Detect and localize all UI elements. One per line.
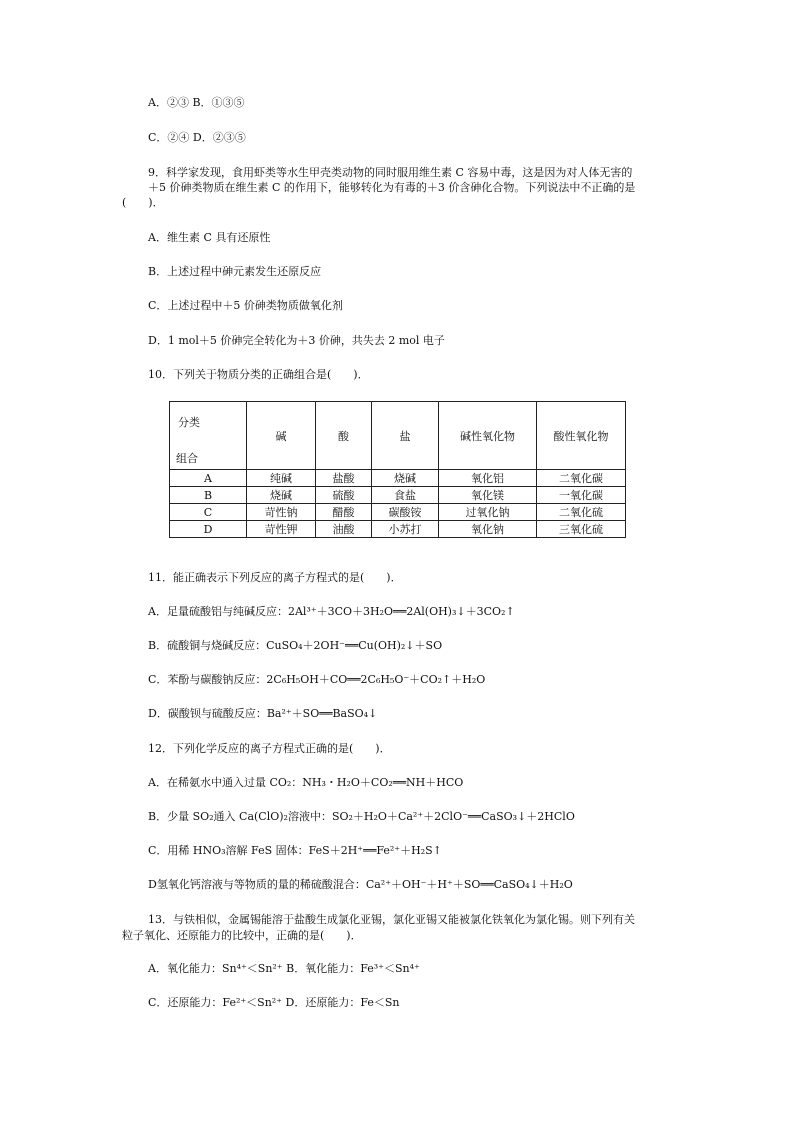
table-cell: D: [170, 521, 247, 538]
options-line: A．②③ B．①③⑤: [148, 96, 245, 109]
header-bottom-label: 组合: [176, 452, 198, 465]
table-header-row: [170, 402, 626, 470]
table-cell: 一氧化碳: [537, 487, 626, 504]
option-d: D．1 mol＋5 价砷完全转化为＋3 价砷，共失去 2 mol 电子: [148, 334, 445, 347]
table-cell: 氧化镁: [439, 487, 537, 504]
table-cell: B: [170, 487, 247, 504]
table-cell: 苛性钾: [247, 521, 316, 538]
question-10-stem: 10．下列关于物质分类的正确组合是( )．: [148, 368, 369, 381]
table-cell: 碳酸铵: [372, 504, 439, 521]
table-cell: 纯碱: [247, 470, 316, 487]
table-cell: 氧化钠: [439, 521, 537, 538]
options-line: C．②④ D．②③⑤: [148, 131, 246, 144]
table-header-cell: 酸: [316, 402, 372, 470]
table-cell: 醋酸: [316, 504, 372, 521]
table-cell: 油酸: [316, 521, 372, 538]
table-header-cell: 酸性氧化物: [537, 402, 626, 470]
table-header-cell: 盐: [372, 402, 439, 470]
option-b: B．上述过程中砷元素发生还原反应: [148, 265, 322, 278]
option-c: C．苯酚与碳酸钠反应：2C₆H₅OH＋CO══2C₆H₅O⁻＋CO₂↑＋H₂O: [148, 673, 486, 686]
option-a: A．在稀氨水中通入过量 CO₂：NH₃・H₂O＋CO₂══NH＋HCO: [148, 776, 464, 789]
question-11-stem: 11．能正确表示下列反应的离子方程式的是( )．: [148, 571, 402, 584]
table-cell: 苛性钠: [247, 504, 316, 521]
question-13-stem: 粒子氧化、还原能力的比较中，正确的是( )．: [122, 929, 362, 942]
table-row: [170, 521, 626, 538]
table-cell: A: [170, 470, 247, 487]
question-12-stem: 12．下列化学反应的离子方程式正确的是( )．: [148, 742, 391, 755]
table-cell: 盐酸: [316, 470, 372, 487]
header-top-label: 分类: [178, 416, 200, 429]
question-9-stem: ( )．: [122, 196, 164, 209]
option-d: D．碳酸钡与硫酸反应：Ba²⁺＋SO══BaSO₄↓: [148, 707, 378, 720]
table-cell: 小苏打: [372, 521, 439, 538]
table-cell: 食盐: [372, 487, 439, 504]
classification-table: [169, 401, 626, 538]
option-c: C．用稀 HNO₃溶解 FeS 固体：FeS＋2H⁺══Fe²⁺＋H₂S↑: [148, 844, 442, 857]
table-corner-header: [170, 402, 247, 470]
table-cell: 三氧化硫: [537, 521, 626, 538]
option-d: D氢氧化钙溶液与等物质的量的稀硫酸混合：Ca²⁺＋OH⁻＋H⁺＋SO══CaSO₄↓＋H₂O: [148, 878, 573, 891]
table-row: [170, 504, 626, 521]
table-header-cell: 碱: [247, 402, 316, 470]
question-9-stem: 9．科学家发现，食用虾类等水生甲壳类动物的同时服用维生素 C 容易中毒，这是因为对人体无害的: [148, 166, 633, 179]
options-line: A．氧化能力：Sn⁴⁺＜Sn²⁺ B．氧化能力：Fe³⁺＜Sn⁴⁺: [148, 962, 420, 975]
question-9-stem: ＋5 价砷类物质在维生素 C 的作用下，能够转化为有毒的＋3 价含砷化合物。下列说法中不正确的是: [148, 181, 636, 194]
table-row: [170, 470, 626, 487]
option-a: A．足量硫酸铝与纯碱反应：2Al³⁺＋3CO＋3H₂O══2Al(OH)₃↓＋3CO₂↑: [148, 605, 515, 618]
option-c: C．上述过程中＋5 价砷类物质做氧化剂: [148, 299, 343, 312]
question-13-stem: 13．与铁相似，金属锡能溶于盐酸生成氯化亚锡，氯化亚锡又能被氯化铁氧化为氯化锡。则下列有关: [148, 913, 635, 926]
table-cell: 二氧化硫: [537, 504, 626, 521]
table-cell: 烧碱: [247, 487, 316, 504]
table-cell: 硫酸: [316, 487, 372, 504]
table-cell: C: [170, 504, 247, 521]
option-b: B．少量 SO₂通入 Ca(ClO)₂溶液中：SO₂＋H₂O＋Ca²⁺＋2ClO⁻══CaSO₃↓＋2HClO: [148, 810, 575, 823]
option-b: B．硫酸铜与烧碱反应：CuSO₄＋2OH⁻══Cu(OH)₂↓＋SO: [148, 639, 443, 652]
table-cell: 二氧化碳: [537, 470, 626, 487]
table-header-cell: 碱性氧化物: [439, 402, 537, 470]
table-row: [170, 487, 626, 504]
table-cell: 烧碱: [372, 470, 439, 487]
options-line: C．还原能力：Fe²⁺＜Sn²⁺ D．还原能力：Fe＜Sn: [148, 996, 400, 1009]
table-cell: 氧化铝: [439, 470, 537, 487]
option-a: A．维生素 C 具有还原性: [148, 231, 271, 244]
table-cell: 过氧化钠: [439, 504, 537, 521]
